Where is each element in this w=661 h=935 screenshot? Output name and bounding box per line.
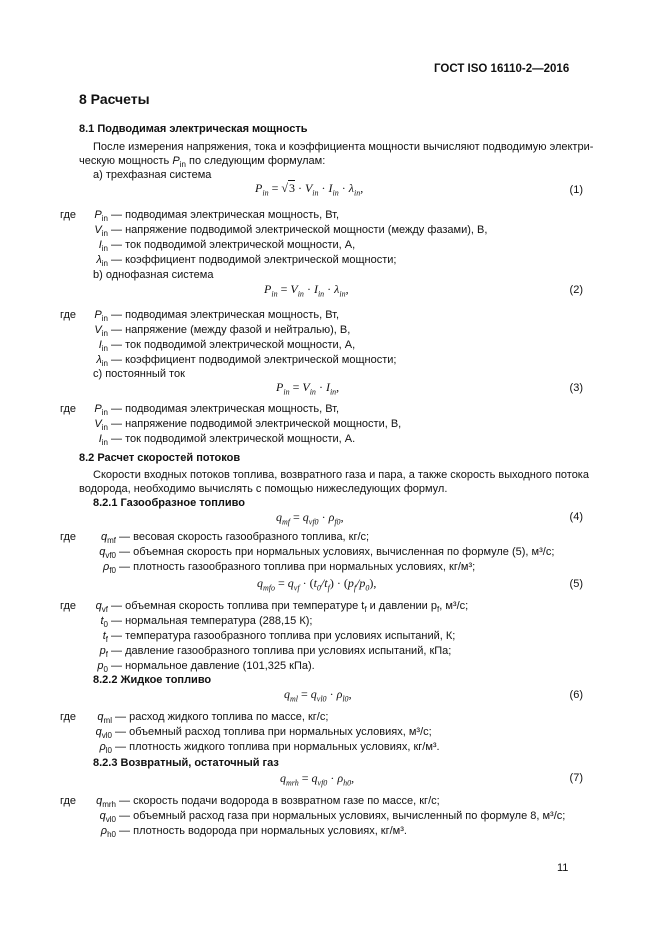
definition-prefix: где [59, 403, 76, 415]
definition-item [50, 560, 475, 574]
definition-text: — напряжение подводимой электрической мощности, В, [108, 418, 402, 430]
definition-text: — подводимая электрическая мощность, Вт, [108, 209, 340, 221]
definition-item [50, 253, 396, 267]
subsubsection-title: 8.2.2 Жидкое топливо [93, 674, 212, 686]
definition-symbol: $q_{vl0}$ [99, 810, 116, 825]
definition-text: — объемный расход газа при нормальных условиях, вычисленный по формуле 8, м³/с; [116, 810, 566, 822]
definition-item [50, 208, 339, 222]
formula-number: (5) [569, 578, 583, 590]
definition-item [50, 323, 350, 337]
definition-symbol: $P_{in}$ [94, 403, 108, 418]
definition-item [50, 614, 312, 628]
definition-text: — ток подводимой электрической мощности, А. [108, 433, 356, 445]
definition-symbol: $p_0$ [97, 660, 108, 675]
definition-text: — температура газообразного топлива при условиях испытаний, К; [108, 630, 456, 642]
definition-symbol: $\lambda_{in}$ [96, 254, 108, 269]
formula-4: $q_{mf} = q_{vf0} \cdot \rho_{f0}$, [276, 510, 344, 527]
definition-symbol: $P_{in}$ [94, 309, 108, 324]
definition-text: — ток подводимой электрической мощности, А, [108, 239, 356, 251]
definition-item [50, 530, 369, 544]
definition-prefix: где [59, 209, 76, 221]
page-number: 11 [557, 862, 569, 874]
definition-text: — плотность жидкого топлива при нормальных условиях, кг/м³. [112, 741, 440, 753]
definition-symbol: $q_{ml}$ [97, 711, 112, 726]
definition-text: — объемная скорость при нормальных условиях, вычисленная по формуле (5), м³/с; [116, 546, 555, 558]
definition-item [50, 659, 315, 673]
definition-text: — объемная скорость топлива при температуре t [108, 600, 365, 612]
paragraph-line: После измерения напряжения, тока и коэффициента мощности вычисляют подводимую электри- [93, 141, 594, 153]
subsubsection-title: 8.2.3 Возвратный, остаточный газ [93, 757, 279, 769]
definition-symbol: $V_{in}$ [94, 418, 108, 433]
formula-7: $q_{mrh} = q_{vf0} \cdot \rho_{h0}$, [280, 771, 355, 788]
paragraph-line: ческую мощность $P_{in}$ по следующим формулам: [79, 155, 326, 170]
definition-item [50, 308, 339, 322]
definition-text: — подводимая электрическая мощность, Вт, [108, 309, 340, 321]
formula-number: (2) [569, 284, 583, 296]
definition-symbol: $\rho_{f0}$ [103, 561, 116, 576]
definition-item [50, 238, 355, 252]
definition-text: — расход жидкого топлива по массе, кг/с; [112, 711, 329, 723]
definition-symbol: $I_{in}$ [98, 239, 108, 254]
definition-symbol: $\lambda_{in}$ [96, 354, 108, 369]
definition-item [50, 809, 565, 823]
definition-text: — нормальное давление (101,325 кПа). [108, 660, 315, 672]
definition-item [50, 353, 396, 367]
definition-prefix: где [59, 600, 76, 612]
definition-symbol: $q_{vl0}$ [95, 726, 112, 741]
paragraph-line: Скорости входных потоков топлива, возвратного газа и пара, а также скорость выходного потока [93, 469, 589, 481]
definition-text: — напряжение (между фазой и нейтралью), В, [108, 324, 351, 336]
formula-number: (6) [569, 689, 583, 701]
formula-6: $q_{ml} = q_{vl0} \cdot \rho_{l0}$, [284, 687, 352, 704]
definition-item [50, 432, 355, 446]
definition-item [50, 644, 451, 658]
definition-text: — скорость подачи водорода в возвратном газе по массе, кг/с; [116, 795, 440, 807]
definition-prefix: где [59, 309, 76, 321]
definition-item [50, 338, 355, 352]
definition-prefix: где [59, 795, 76, 807]
definition-symbol: $V_{in}$ [94, 224, 108, 239]
formula-number: (3) [569, 382, 583, 394]
subsection-title: 8.2 Расчет скоростей потоков [79, 452, 241, 464]
definition-item [50, 417, 401, 431]
definition-text: — ток подводимой электрической мощности, А, [108, 339, 356, 351]
formula-number: (4) [569, 511, 583, 523]
definition-text: — давление газообразного топлива при условиях испытаний, кПа; [108, 645, 452, 657]
formula-2: $P_{in} = V_{in} \cdot I_{in} \cdot \lambda_{in}$, [264, 282, 349, 299]
definition-symbol: $I_{in}$ [98, 433, 108, 448]
definition-item [50, 629, 455, 643]
definition-symbol: $q_{vf}$ [95, 600, 108, 615]
definition-item [50, 824, 407, 838]
definition-symbol: $V_{in}$ [94, 324, 108, 339]
definition-text: — объемный расход топлива при нормальных условиях, м³/с; [112, 726, 432, 738]
definition-text: — плотность водорода при нормальных условиях, кг/м³. [116, 825, 407, 837]
definition-prefix: где [59, 711, 76, 723]
definition-text: — нормальная температура (288,15 К); [108, 615, 313, 627]
definition-item [50, 223, 487, 237]
formula-1: $P_{in} = √3 \cdot V_{in} \cdot I_{in} \cdot \lambda_{in}$, [255, 181, 364, 198]
formula-5: $q_{mfo} = q_{vf} \cdot (t_0/t_f) \cdot (p_f/p_0)$, [257, 576, 377, 593]
definition-text: — подводимая электрическая мощность, Вт, [108, 403, 340, 415]
definition-text: — напряжение подводимой электрической мощности (между фазами), В, [108, 224, 488, 236]
definition-text: — весовая скорость газообразного топлива, кг/с; [116, 531, 370, 543]
definition-text: — коэффициент подводимой электрической мощности; [108, 354, 397, 366]
definition-item [50, 710, 328, 724]
subsubsection-title: 8.2.1 Газообразное топливо [93, 497, 245, 509]
definition-symbol: $P_{in}$ [94, 209, 108, 224]
subsection-title: 8.1 Подводимая электрическая мощность [79, 123, 308, 135]
list-item-label: b) однофазная система [93, 269, 214, 281]
definition-prefix: где [59, 531, 76, 543]
list-item-label: а) трехфазная система [93, 169, 212, 181]
document-header: ГОСТ ISO 16110-2—2016 [434, 63, 570, 75]
definition-item: гдеq$_{vf}$ — объемная скорость топлива при температуре $t_f$ и давлении $p_f$, м³/с; [50, 599, 468, 613]
list-item-label: с) постоянный ток [93, 368, 185, 380]
definition-item [50, 402, 339, 416]
formula-number: (1) [569, 184, 583, 196]
definition-symbol: $\rho_{h0}$ [100, 825, 116, 840]
definition-text: — плотность газообразного топлива при нормальных условиях, кг/м³; [116, 561, 476, 573]
formula-3: $P_{in} = V_{in} \cdot I_{in}$, [276, 380, 340, 397]
paragraph-line: водорода, необходимо вычислять с помощью нижеследующих формул. [79, 483, 448, 495]
definition-symbol: $q_{vf0}$ [99, 546, 116, 561]
definition-item [50, 740, 440, 754]
definition-symbol: $\rho_{l0}$ [99, 741, 112, 756]
definition-symbol: $I_{in}$ [98, 339, 108, 354]
definition-symbol: $t_0$ [100, 615, 108, 630]
definition-symbol: $t_f$ [102, 630, 108, 645]
definition-symbol: $p_f$ [99, 645, 108, 660]
section-title: 8 Расчеты [79, 91, 150, 107]
definition-symbol: $q_{mrh}$ [96, 795, 116, 810]
definition-item [50, 794, 440, 808]
formula-number: (7) [569, 772, 583, 784]
definition-item [50, 725, 432, 739]
definition-symbol: $q_{mf}$ [100, 531, 116, 546]
definition-item [50, 545, 554, 559]
definition-text: — коэффициент подводимой электрической мощности; [108, 254, 397, 266]
